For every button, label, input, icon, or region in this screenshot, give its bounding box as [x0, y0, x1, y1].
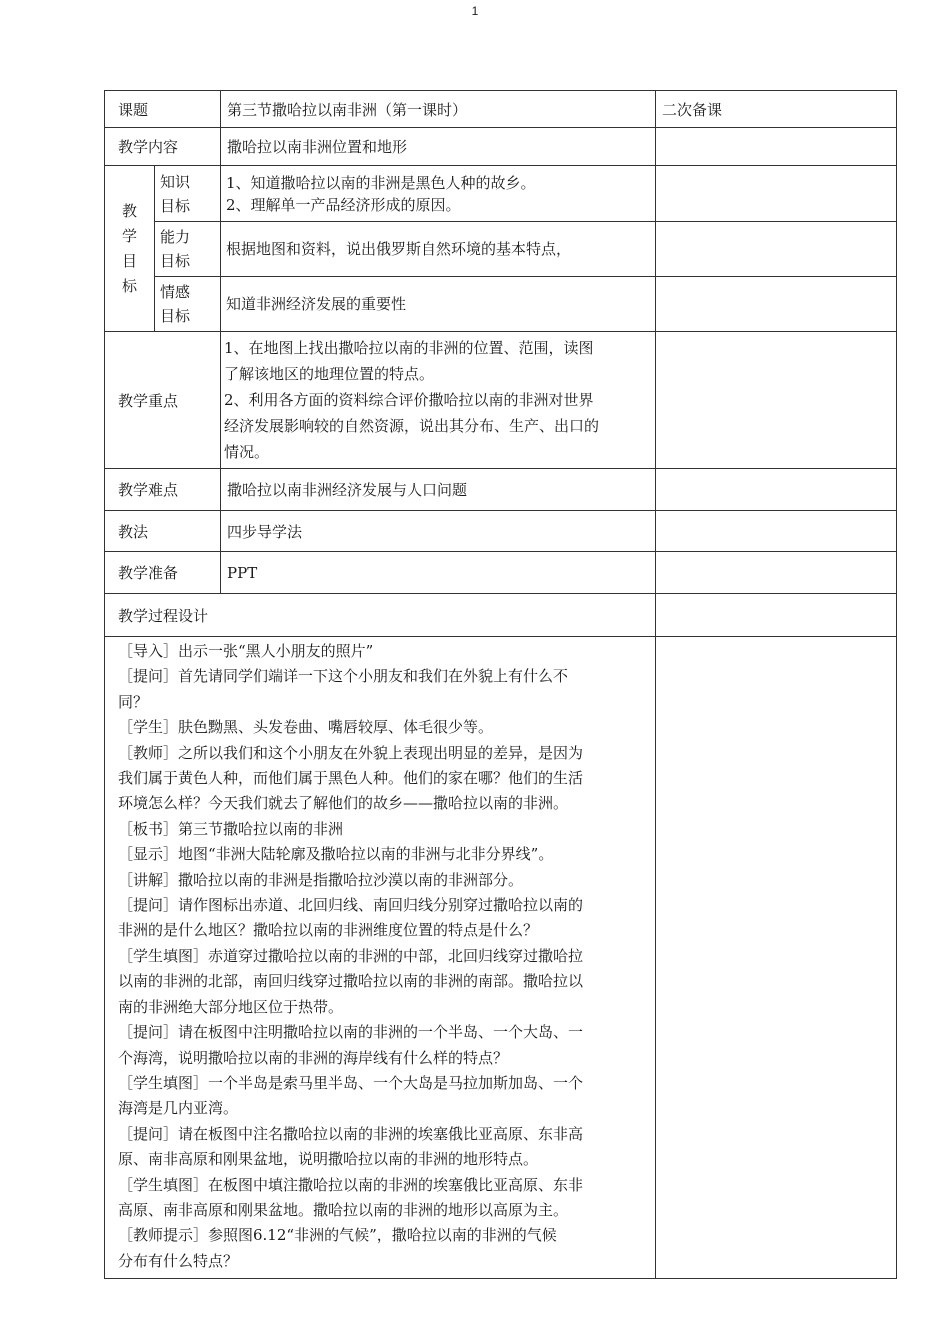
process-design-label: 教学过程设计: [105, 594, 656, 637]
process-line: ［学生填图］赤道穿过撒哈拉以南的非洲的中部，北回归线穿过撒哈拉: [118, 946, 584, 965]
content-value: 撒哈拉以南非洲位置和地形: [221, 128, 656, 166]
process-line: ［导入］出示一张“黑人小朋友的照片”: [118, 642, 374, 660]
goals-label-char: 教: [121, 201, 137, 220]
process-line: 原、南非高原和刚果盆地，说明撒哈拉以南的非洲的地形特点。: [118, 1150, 539, 1169]
row-process-body: [105, 637, 897, 1279]
preparation-notes: [656, 552, 897, 594]
process-line: 我们属于黄色人种，而他们属于黑色人种。他们的家在哪？他们的生活: [118, 769, 584, 788]
content-notes: [656, 128, 897, 166]
process-line: ［教师］之所以我们和这个小朋友在外貌上表现出明显的差异，是因为: [118, 743, 584, 762]
process-line: ［提问］请在板图中注名撒哈拉以南的非洲的埃塞俄比亚高原、东非高: [118, 1124, 584, 1143]
process-line: ［板书］第三节撒哈拉以南的非洲: [118, 819, 344, 838]
knowledge-goal-notes: [656, 166, 897, 222]
emotion-goal-label: 情感 目标: [155, 277, 221, 332]
process-line: ［提问］请在板图中注明撒哈拉以南的非洲的一个半岛、一个大岛、一: [118, 1023, 584, 1042]
process-line: 个海湾，说明撒哈拉以南的非洲的海岸线有什么样的特点？: [118, 1048, 509, 1067]
preparation-value: PPT: [221, 552, 656, 594]
row-emotion-goal: [105, 277, 897, 332]
knowledge-goal-label: 知识 目标: [155, 166, 221, 222]
row-content: [105, 128, 897, 166]
process-line: ［讲解］撒哈拉以南的非洲是指撒哈拉沙漠以南的非洲部分。: [118, 870, 524, 889]
second-prep-label: 二次备课: [656, 91, 897, 128]
method-value: 四步导学法: [221, 511, 656, 552]
process-line: 高原、南非高原和刚果盆地。撒哈拉以南的非洲的地形以高原为主。: [118, 1200, 569, 1219]
process-line: ［学生］肤色黝黑、头发卷曲、嘴唇较厚、体毛很少等。: [118, 718, 494, 737]
emotion-goal-notes: [656, 277, 897, 332]
lesson-plan-table: [104, 90, 897, 1279]
process-line: ［学生填图］在板图中填注撒哈拉以南的非洲的埃塞俄比亚高原、东非: [118, 1175, 584, 1194]
goals-label-char: 学: [121, 226, 137, 245]
process-line: 南的非洲绝大部分地区位于热带。: [118, 997, 344, 1016]
ability-goal-notes: [656, 222, 897, 277]
row-difficulty: [105, 469, 897, 511]
key-points-text: 1、在地图上找出撒哈拉以南的非洲的位置、范围，读图 了解该地区的地理位置的特点。 2、利用各方面的资料综合评价撒哈拉以南的非洲对世界 经济发展影响较的自然资源，说出其分布、生产、出口的 情况。: [221, 332, 656, 469]
row-knowledge-goal: [105, 166, 897, 222]
method-label: 教法: [105, 511, 221, 552]
content-label: 教学内容: [105, 128, 221, 166]
difficulty-label: 教学难点: [105, 469, 221, 511]
preparation-label: 教学准备: [105, 552, 221, 594]
process-line: ［提问］请作图标出赤道、北回归线、南回归线分别穿过撒哈拉以南的: [118, 896, 584, 915]
difficulty-value: 撒哈拉以南非洲经济发展与人口问题: [221, 469, 656, 511]
process-line: 同？: [118, 692, 149, 711]
process-line: ［学生填图］一个半岛是索马里半岛、一个大岛是马拉加斯加岛、一个: [118, 1073, 584, 1092]
goals-label-char: 标: [121, 276, 137, 295]
topic-title: 第三节撒哈拉以南非洲（第一课时）: [221, 91, 656, 128]
row-ability-goal: [105, 222, 897, 277]
process-line: ［显示］地图“非洲大陆轮廓及撒哈拉以南的非洲与北非分界线”。: [118, 845, 554, 864]
key-points-label: 教学重点: [105, 332, 221, 469]
process-line: ［教师提示］参照图6.12“非洲的气候”，撒哈拉以南的非洲的气候: [118, 1226, 557, 1245]
ability-goal-label: 能力 目标: [155, 222, 221, 277]
row-preparation: [105, 552, 897, 594]
emotion-goal-text: 知道非洲经济发展的重要性: [221, 277, 656, 332]
process-line: ［提问］首先请同学们端详一下这个小朋友和我们在外貌上有什么不: [118, 667, 569, 686]
goals-label-char: 目: [121, 251, 137, 270]
process-line: 非洲的是什么地区？撒哈拉以南的非洲维度位置的特点是什么？: [118, 921, 539, 940]
process-design-notes: [656, 594, 897, 637]
process-line: 以南的非洲的北部，南回归线穿过撒哈拉以南的非洲的南部。撒哈拉以: [118, 972, 584, 991]
ability-goal-text: 根据地图和资料，说出俄罗斯自然环境的基本特点，: [221, 222, 656, 277]
difficulty-notes: [656, 469, 897, 511]
key-points-notes: [656, 332, 897, 469]
topic-label: 课题: [105, 91, 221, 128]
method-notes: [656, 511, 897, 552]
process-line: 海湾是几内亚湾。: [118, 1099, 239, 1118]
row-key-points: [105, 332, 897, 469]
process-line: 环境怎么样？今天我们就去了解他们的故乡——撒哈拉以南的非洲。: [118, 794, 569, 813]
goals-label: [105, 166, 155, 332]
knowledge-goal-text: 1、知道撒哈拉以南的非洲是黑色人种的故乡。 2、理解单一产品经济形成的原因。: [221, 166, 656, 222]
row-topic: [105, 91, 897, 128]
process-body: [105, 637, 656, 1279]
row-process-design: [105, 594, 897, 637]
process-line: 分布有什么特点？: [118, 1251, 239, 1270]
page-number: 1: [471, 4, 479, 18]
row-method: [105, 511, 897, 552]
process-notes: [656, 637, 897, 1279]
